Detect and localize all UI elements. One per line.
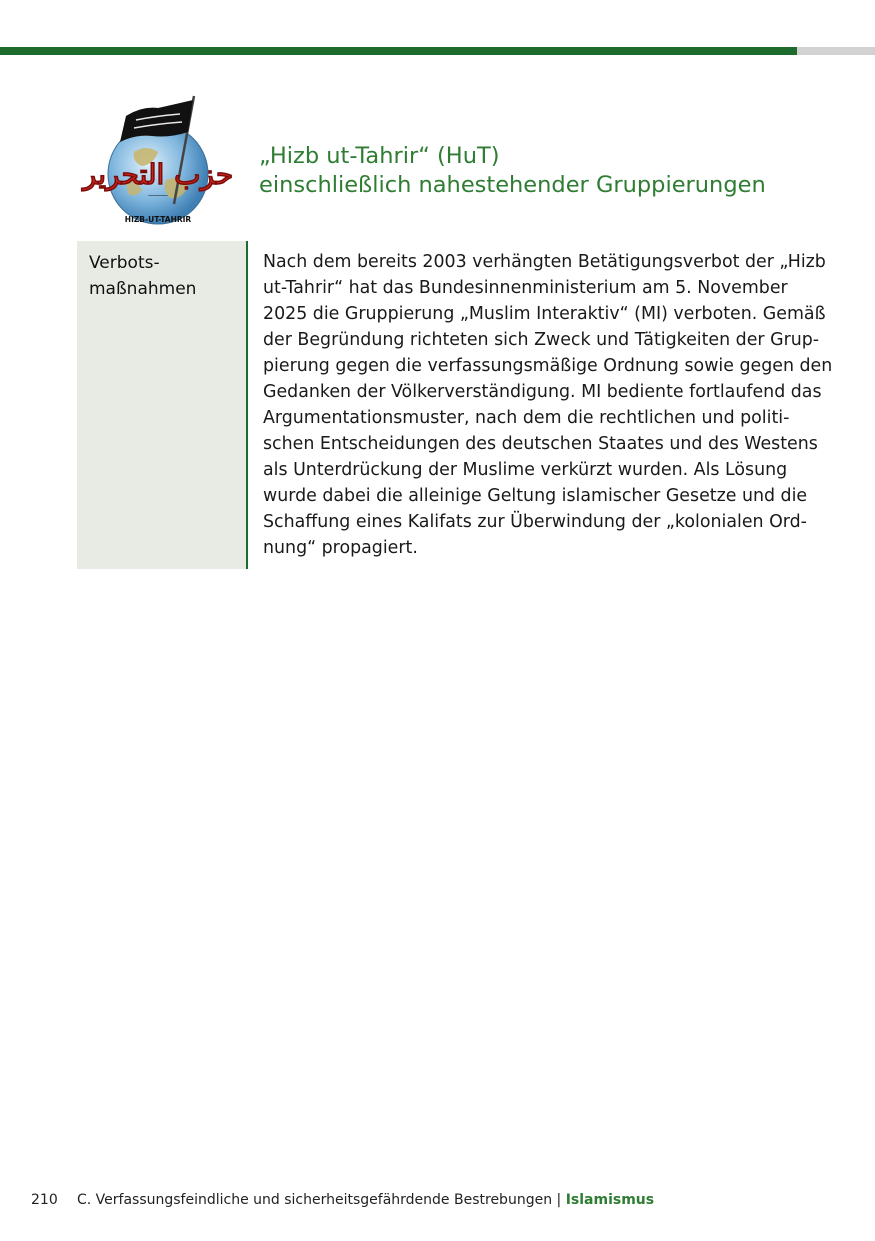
footer-separator: | [556, 1192, 562, 1208]
title-line-2: einschließlich nahestehender Gruppierungen [259, 172, 766, 198]
text-line: pierung gegen die verfassungsmäßige Ordnung sowie gegen den [263, 356, 833, 376]
table-label: Verbots- maßnahmen [89, 253, 197, 299]
table-divider [246, 241, 248, 569]
text-line: Schaffung eines Kalifats zur Überwindung der „kolonialen Ord- [263, 512, 807, 532]
table-body-text [263, 249, 833, 561]
page-number: 210 [31, 1192, 58, 1208]
page-footer [31, 1190, 654, 1210]
table-label-cell [77, 241, 247, 569]
text-line: Nach dem bereits 2003 verhängten Betätigungsverbot der „Hizb [263, 252, 826, 272]
text-line: wurde dabei die alleinige Geltung islamischer Gesetze und die [263, 486, 808, 506]
logo-caption: HIZB-UT-TAHRIR [124, 215, 192, 224]
footer-chapter: C. Verfassungsfeindliche und sicherheitsgefährdende Bestrebungen [77, 1192, 553, 1208]
footer-section: Islamismus [565, 1192, 655, 1208]
svg-text:حزب التحرير: حزب التحرير [82, 158, 234, 191]
text-line: nung“ propagiert. [263, 538, 418, 558]
text-line: ut-Tahrir“ hat das Bundesinnenministerium am 5. November [263, 278, 788, 298]
text-line: der Begründung richteten sich Zweck und Tätigkeiten der Grup- [263, 330, 820, 350]
text-line: 2025 die Gruppierung „Muslim Interaktiv“ (MI) verboten. Gemäß [263, 304, 826, 324]
text-line: Argumentationsmuster, nach dem die rechtlichen und politi- [263, 408, 790, 428]
hizb-ut-tahrir-logo-icon [82, 94, 234, 228]
page-title [259, 142, 819, 200]
header-grey-bar [797, 47, 875, 55]
svg-text:ـــــــــــ: ـــــــــــ [148, 191, 168, 198]
header-accent-bar [0, 47, 797, 55]
text-line: Gedanken der Völkerverständigung. MI bediente fortlaufend das [263, 382, 822, 402]
title-line-1: „Hizb ut-Tahrir“ (HuT) [259, 143, 500, 169]
text-line: als Unterdrückung der Muslime verkürzt wurden. Als Lösung [263, 460, 788, 480]
text-line: schen Entscheidungen des deutschen Staates und des Westens [263, 434, 818, 454]
